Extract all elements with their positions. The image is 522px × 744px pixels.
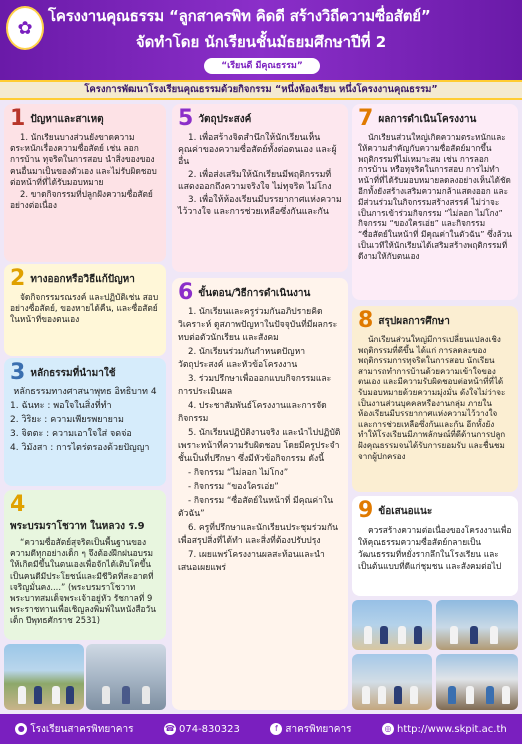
section-title: ปัญหาและสาเหตุ — [30, 113, 104, 125]
section-text: 3. เพื่อให้ห้องเรียนมีบรรยากาศแห่งความไว้วางใจ และการช่วยเหลือซึ่งกันและกัน — [178, 195, 342, 217]
footer-facebook-text: สาครพิทยาคาร — [285, 723, 352, 735]
section-number: 6 — [178, 280, 194, 305]
section-number: 2 — [10, 266, 26, 291]
activity-photo — [86, 644, 166, 710]
section-text: 4. ประชาสัมพันธ์โครงงานและการจัดกิจกรรม — [178, 401, 327, 424]
project-banner: โครงการพัฒนาโรงเรียนคุณธรรมด้วยกิจกรรม “หนึ่งห้องเรียน หนึ่งโครงงานคุณธรรม” — [0, 80, 522, 100]
section-objectives — [172, 104, 348, 272]
section-text: 6. ครูที่ปรึกษาและนักเรียนประชุมร่วมกันเพื่อสรุปสิ่งที่ได้ทำ และสิ่งที่ต้องปรับปรุง — [178, 523, 339, 546]
section-results — [352, 104, 518, 300]
section-number: 8 — [358, 308, 374, 333]
section-title: ข้อเสนอแนะ — [378, 505, 433, 517]
section-text: นักเรียนส่วนใหญ่เกิดความตระหนักและให้ความสำคัญกับความซื่อสัตย์มากขึ้น พฤติกรรมที่ไม่เหมาะสม เช่น การลอกการบ้าน หรือทุจริตในการสอบ การไม่ทำหน้าที่ที่ได้รับมอบหมายลดลงอย่างเห็นได้ชัด อีกทั้งยังสร้างเสริมความกล้าแสดงออก และมีส่วนร่วมในกิจกรรมสร้างสรรค์ ไม่ว่าจะเป็นการเข้าร่วมกิจกรรม “ไม่ลอก ไม่โกง” กิจกรรม “ของใครเอ่ย” และกิจกรรม “ซื่อสัตย์ในหน้าที่ มีคุณค่าในตัวฉัน” ซึ่งล้วนเป็นเวทีให้นักเรียนได้เสริมสร้างพฤติกรรมที่ดีงามให้กับตนเอง — [358, 132, 512, 261]
footer-school — [15, 722, 133, 737]
facebook-icon: f — [270, 723, 282, 735]
footer-school-text: โรงเรียนสาครพิทยาคาร — [30, 723, 134, 735]
section-solution — [4, 264, 166, 356]
globe-icon: ◎ — [382, 723, 394, 735]
section-text: - กิจกรรม “ของใครเอ่ย” — [188, 482, 279, 492]
section-title: วัตถุประสงค์ — [198, 113, 252, 125]
section-number: 5 — [178, 106, 194, 131]
footer-website — [382, 723, 507, 735]
phone-icon: ☎ — [165, 724, 175, 733]
activity-photo — [436, 654, 518, 710]
section-number: 7 — [358, 106, 374, 131]
section-text: 1. นักเรียนบางส่วนยังขาดความตระหนักเรื่องความซื่อสัตย์ เช่น ลอกการบ้าน ทุจริตในการสอบ นำสิ่งของของคนอื่นมาเป็นของตัวเอง และไม่รับผิดชอบต่อหน้าที่ที่ได้รับมอบหมาย — [10, 132, 157, 187]
section-procedure — [172, 278, 348, 710]
section-text: 1. เพื่อสร้างจิตสำนึกให้นักเรียนเห็นคุณค่าของความซื่อสัตย์ทั้งต่อตนเอง และผู้อื่น — [178, 133, 337, 167]
section-conclusion — [352, 306, 518, 492]
activity-photo — [4, 644, 84, 710]
section-text: นักเรียนส่วนใหญ่มีการเปลี่ยนแปลงเชิงพฤติกรรมที่ดีขึ้น ได้แก่ การลดละของพฤติกรรมการทุจริตในการสอบ นักเรียนสามารถทำการบ้านด้วยความเข้าใจของตนเอง และมีความรับผิดชอบต่อหน้าที่ที่ได้รับมอบหมายด้วยความมุ่งมั่น ดังใจไม่ว่าจะเป็นงานส่วนบุคคลหรืองานกลุ่ม ภายในห้องเรียนมีบรรยากาศแห่งความไว้วางใจ และการช่วยเหลือซึ่งกันและกัน อีกทั้งยังทำให้โรงเรียนมีภาพลักษณ์ที่ดีด้านการปลูกฝังคุณธรรมจนได้รับการยอมรับ และชื่นชมจากผู้ปกครอง — [358, 334, 506, 461]
footer-phone — [164, 723, 240, 735]
section-text: 2. นักเรียนร่วมกันกำหนดปัญหาวัตถุประสงค์ และหัวข้อโครงงาน — [178, 347, 306, 370]
section-number: 9 — [358, 498, 374, 523]
principle-item: 3. จิตตะ : ความเอาใจใส่ จดจ่อ — [10, 429, 132, 439]
section-royal-speech — [4, 490, 166, 640]
section-text: 2. เพื่อส่งเสริมให้นักเรียนมีพฤติกรรมที่แสดงออกถึงความจริงใจ ไม่ทุจริต ไม่โกง — [178, 170, 332, 192]
footer-facebook — [270, 722, 351, 737]
section-title: สรุปผลการศึกษา — [378, 315, 450, 327]
activity-photo — [352, 600, 432, 650]
section-text: 1. นักเรียนและครูร่วมกันอภิปรายคิดวิเคราะห์ ดูสภาพปัญหาในปัจจุบันที่มีผลกระทบต่อตัวนักเรียน และสังคม — [178, 307, 338, 343]
section-title: พระบรมราโชวาท ในหลวง ร.9 — [10, 521, 145, 532]
section-text: 3. ร่วมปรึกษาเพื่อออกแบบกิจกรรมและการประเมินผล — [178, 374, 332, 397]
section-principles — [4, 358, 166, 486]
poster-header — [0, 0, 522, 92]
section-text: ควรสร้างความต่อเนื่องของโครงงานเพื่อให้คุณธรรมความซื่อสัตย์กลายเป็นวัฒนธรรมที่หยั่งรากลึกในโรงเรียน และเป็นต้นแบบที่ดีแก่ชุมชน และสังคมต่อไป — [358, 525, 512, 571]
principle-item: 4. วิมังสา : การไตร่ตรองด้วยปัญญา — [10, 443, 150, 453]
section-text: 7. เผยแพร่โครงงานผลสะท้อนและนำเสนอเผยแพร่ — [178, 550, 325, 573]
section-text: 2. ขาดกิจกรรมที่ปลูกฝังความซื่อสัตย์อย่างต่อเนื่อง — [10, 189, 153, 211]
principle-item: 1. ฉันทะ : พอใจในสิ่งที่ทำ — [10, 401, 112, 411]
poster-subtitle: จัดทำโดย นักเรียนชั้นมัธยมศึกษาปีที่ 2 — [135, 33, 387, 51]
section-problem — [4, 104, 166, 262]
section-title: หลักธรรมที่นำมาใช้ — [30, 367, 116, 379]
location-pin-icon: ● — [15, 723, 27, 735]
section-suggestions — [352, 496, 518, 596]
section-number: 4 — [10, 492, 26, 517]
poster-footer — [0, 714, 522, 744]
section-text: จัดกิจกรรมรณรงค์ และปฏิบัติเช่น สอบอย่างซื่อสัตย์, ของหายได้คืน, และซื่อสัตย์ในหน้าที่ของตนเอง — [10, 292, 159, 325]
section-text: “ความซื่อสัตย์สุจริตเป็นพื้นฐานของความดีทุกอย่างเด็ก ๆ จึงต้องฝึกฝนอบรมให้เกิดมีขึ้นในตนเองเพื่อจักได้เติบโตขึ้นเป็นคนดีมีประโยชน์และมีชีวิตที่สะอาดที่เจริญมั่นคง....” (พระบรมราโชวาท พระบาทสมเด็จพระเจ้าอยู่หัว รัชกาลที่ 9 พระราชทานเพื่อเชิญลงพิมพ์ในหนังสือวันเด็ก ปีพุทธศักราช 2531) — [10, 537, 156, 626]
poster-title: โครงงานคุณธรรม “ลูกสาครพิท คิดดี สร้างวิถีความซื่อสัตย์” — [48, 7, 431, 25]
class-name-badge: “เรียนดี มีคุณธรรม” — [204, 58, 320, 74]
section-intro: หลักธรรมทางศาสนาพุทธ อิทธิบาท 4 — [13, 387, 157, 397]
section-text: 5. นักเรียนปฏิบัติงานจริง และนำไปปฏิบัติเพราะหน้าที่ความรับผิดชอบ โดยมีครูประจำชั้นเป็นที่ปรึกษา ซึ่งมีหัวข้อกิจกรรม ดังนี้ — [178, 428, 341, 464]
section-number: 1 — [10, 106, 26, 131]
section-title: ขั้นตอน/วิธีการดำเนินงาน — [198, 287, 311, 299]
section-text: - กิจกรรม “ไม่ลอก ไม่โกง” — [188, 468, 289, 478]
footer-website-text: http://www.skpit.ac.th — [396, 724, 507, 735]
school-logo: ✿ — [6, 6, 44, 50]
activity-photo — [436, 600, 518, 650]
footer-phone-text: 074-830323 — [178, 724, 240, 735]
activity-photo — [352, 654, 432, 710]
section-title: ผลการดำเนินโครงงาน — [378, 113, 477, 125]
section-number: 3 — [10, 360, 26, 385]
principle-item: 2. วิริยะ : ความเพียรพยายาม — [10, 415, 124, 425]
section-title: ทางออกหรือวิธีแก้ปัญหา — [30, 273, 135, 285]
section-text: - กิจกรรม “ซื่อสัตย์ในหน้าที่ มีคุณค่าในตัวฉัน” — [178, 496, 334, 519]
